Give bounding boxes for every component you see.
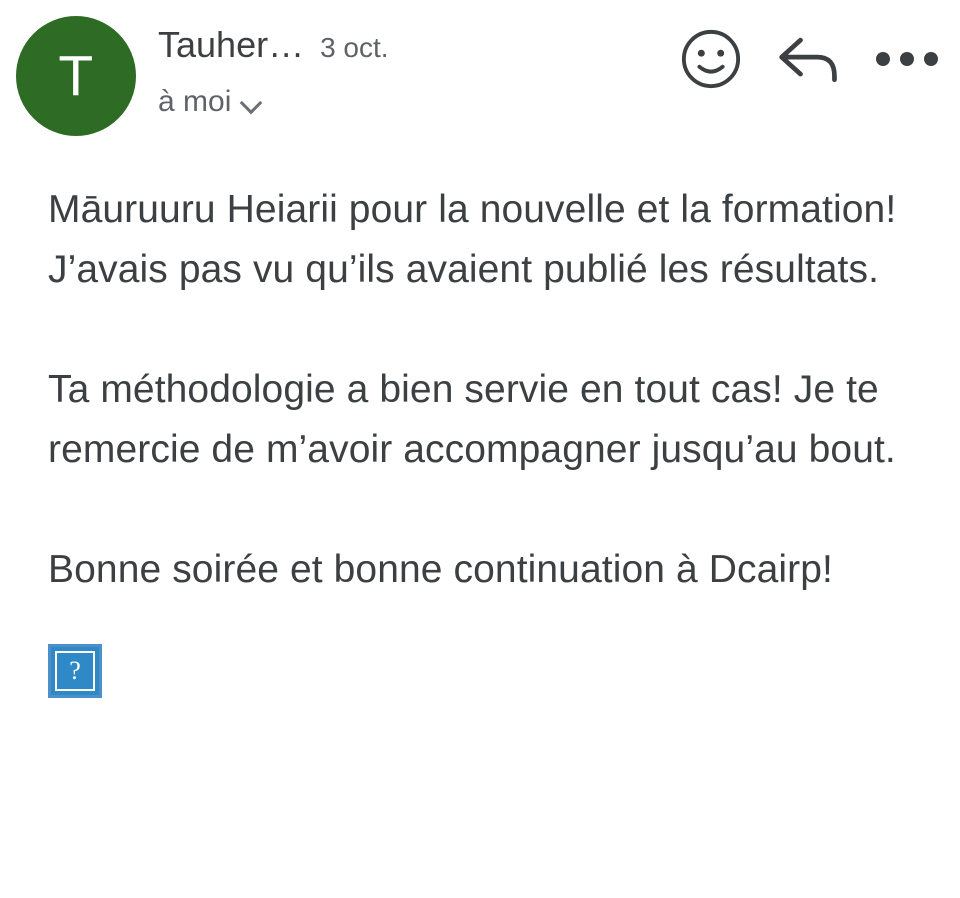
more-options-button[interactable] [876,28,938,90]
message-header [0,0,960,136]
message-paragraph: Ta méthodologie a bien servie en tout cas! Je te remercie de m’avoir accompagner jusqu’au bout. [48,368,896,471]
kebab-menu-icon [876,28,938,90]
recipient-line[interactable] [158,82,680,122]
message-paragraph: Bonne soirée et bonne continuation à Dcairp! [48,548,833,591]
message-paragraph: Māuruuru Heiarii pour la nouvelle et la formation! J’avais pas vu qu’ils avaient publié les résultats. [48,188,897,291]
chevron-down-icon[interactable] [241,93,263,115]
attachment-area [0,600,960,698]
recipient-label: à moi [158,85,232,118]
message-date: 3 oct. [320,32,389,63]
avatar-letter: T [58,43,94,108]
avatar[interactable] [16,16,136,136]
broken-image-placeholder-text: ? [55,651,95,691]
smiley-icon [680,28,742,90]
add-reaction-button[interactable] [680,28,742,90]
message-body [0,136,960,600]
broken-image-icon[interactable] [48,644,102,698]
reply-arrow-icon [776,30,842,88]
sender-name[interactable]: Tauher… [158,24,305,65]
reply-button[interactable] [776,30,842,88]
message-actions [680,14,944,90]
sender-line [158,14,680,76]
message-header-text [136,14,680,122]
